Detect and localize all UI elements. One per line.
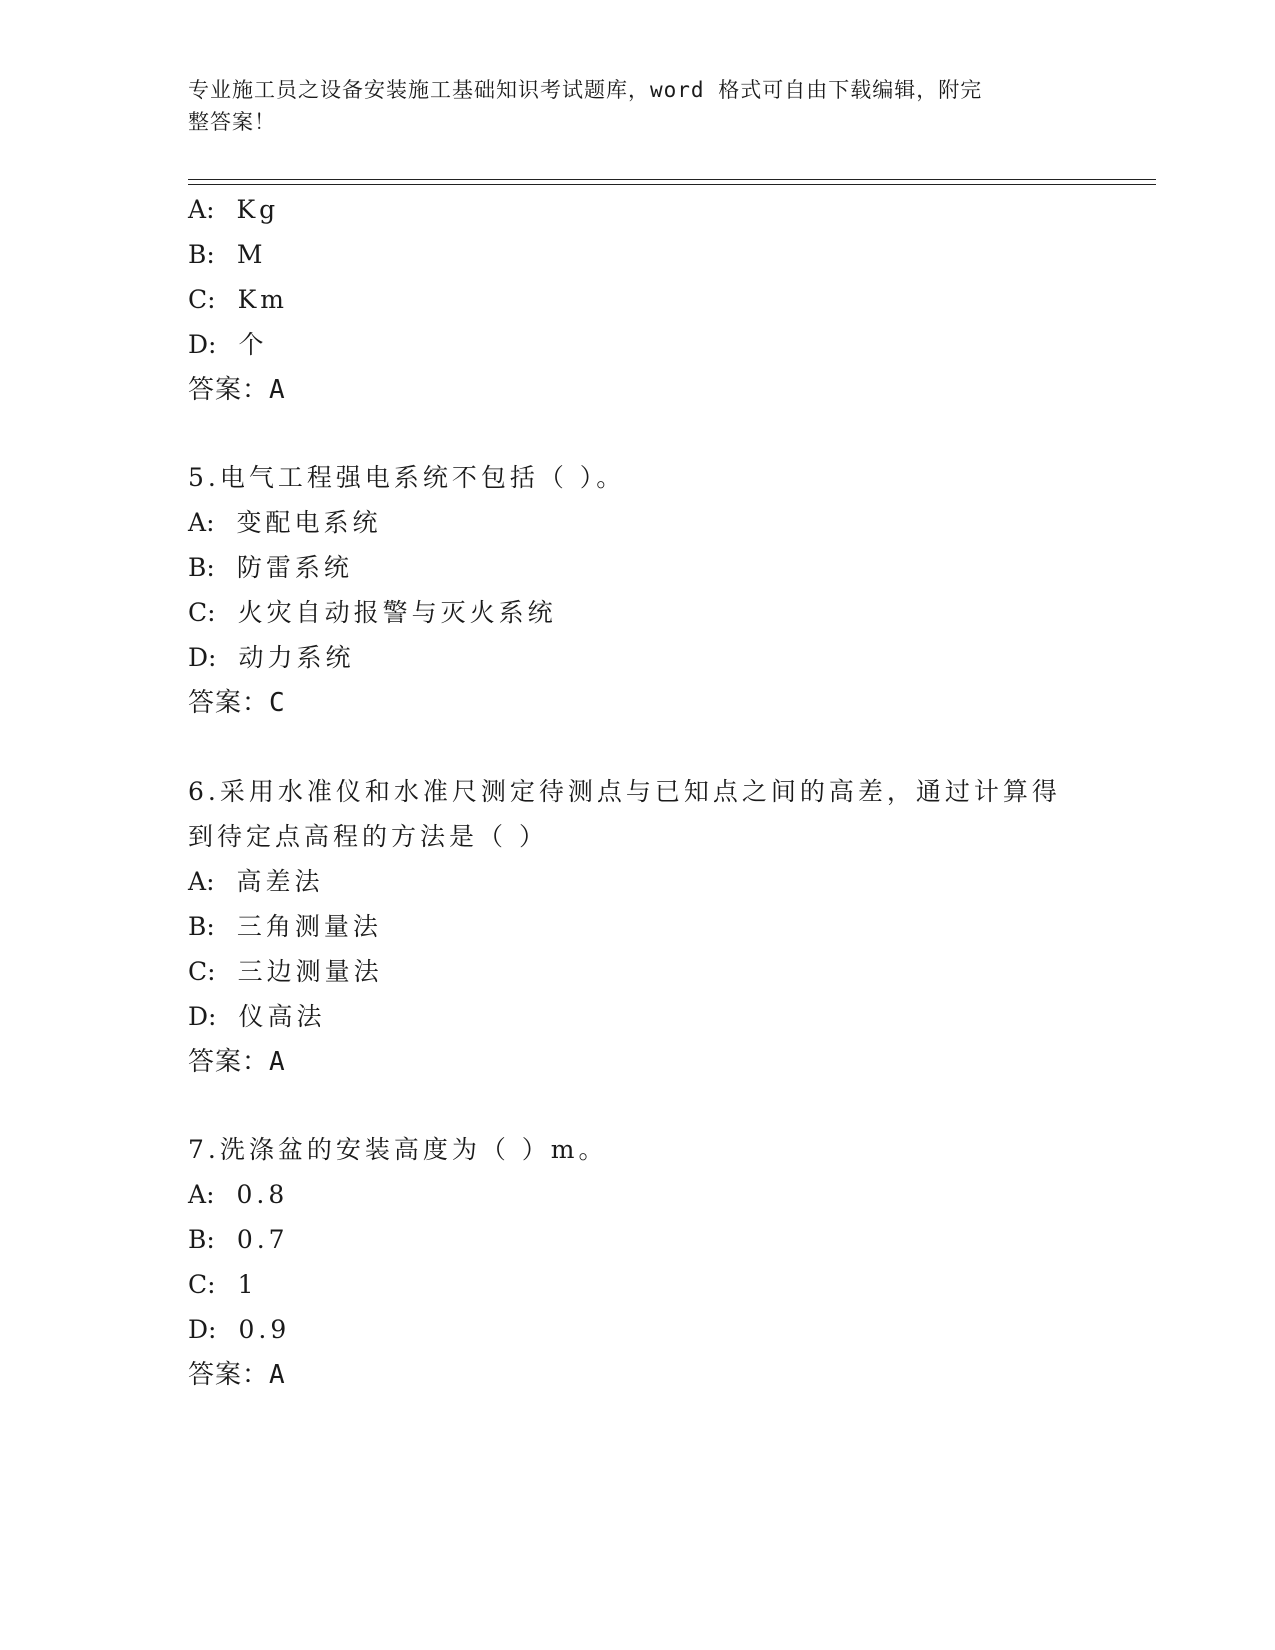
question-q6-line-1: 6.采用水准仪和水准尺测定待测点与已知点之间的高差，通过计算得 xyxy=(188,777,1061,806)
answer-q4: 答案：A xyxy=(188,375,286,405)
question-q6-line-2: 到待定点高程的方法是（ ） xyxy=(188,822,548,851)
option-q5-a: A: 变配电系统 xyxy=(188,508,382,537)
header-divider-top xyxy=(188,179,1156,180)
option-q7-a: A: 0.8 xyxy=(188,1180,289,1209)
option-q5-d: D: 动力系统 xyxy=(188,643,355,672)
answer-q6: 答案：A xyxy=(188,1047,286,1077)
question-q5: 5.电气工程强电系统不包括（ ）。 xyxy=(188,463,626,492)
option-q6-b: B: 三角测量法 xyxy=(188,912,382,941)
option-q5-b: B: 防雷系统 xyxy=(188,553,353,582)
answer-q5: 答案：C xyxy=(188,688,286,718)
option-q4-c: C: Km xyxy=(188,285,288,314)
option-q4-a: A: Kg xyxy=(188,195,280,224)
option-q7-d: D: 0.9 xyxy=(188,1315,291,1344)
option-q4-b: B: M xyxy=(188,240,267,269)
header-line-2: 整答案！ xyxy=(188,110,276,134)
option-q7-c: C: 1 xyxy=(188,1270,258,1299)
option-q6-c: C: 三边测量法 xyxy=(188,957,383,986)
question-q7: 7.洗涤盆的安装高度为（ ）m。 xyxy=(188,1135,608,1164)
option-q5-c: C: 火灾自动报警与灭火系统 xyxy=(188,598,557,627)
option-q7-b: B: 0.7 xyxy=(188,1225,289,1254)
answer-q7: 答案：A xyxy=(188,1360,286,1390)
document-header xyxy=(188,74,1068,138)
option-q4-d: D: 个 xyxy=(188,330,268,359)
option-q6-a: A: 高差法 xyxy=(188,867,324,896)
header-line-1: 专业施工员之设备安装施工基础知识考试题库，word 格式可自由下载编辑，附完 xyxy=(188,78,983,102)
header-divider-bottom xyxy=(188,184,1156,185)
option-q6-d: D: 仪高法 xyxy=(188,1002,326,1031)
